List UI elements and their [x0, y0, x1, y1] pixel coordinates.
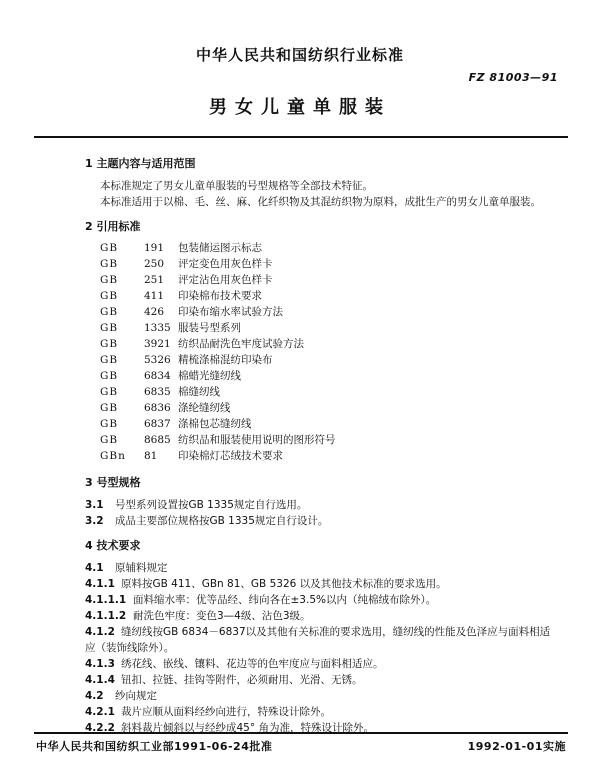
clause: 4.1.3 绣花线、嵌线、镶料、花边等的色牢度应与面料相适应。 [85, 658, 384, 670]
reference-item: GB 6836 涤纶缝纫线 [100, 402, 231, 414]
reference-item: GB 1335 服装号型系列 [100, 322, 241, 334]
clause: 4.2.2 斜料裁片倾斜以与经纱成45° 角为准，特殊设计除外。 [85, 722, 374, 734]
clause: 4.1.4 钮扣、拉链、挂钩等附件，必须耐用、光滑、无锈。 [85, 674, 363, 686]
clause: 3.1 号型系列设置按GB 1335规定自行选用。 [85, 499, 308, 511]
clause-continuation: 应（装饰线除外）。 [85, 642, 175, 654]
clause: 4.1.1.2 耐洗色牢度：变色3—4级、沾色3级。 [85, 610, 311, 622]
reference-item: GB 6834 棉蜡光缝纫线 [100, 370, 241, 382]
clause: 4.2 纱向规定 [85, 690, 157, 702]
document-title: 男女儿童单服装 [209, 97, 391, 118]
clause: 4.2.1 裁片应顺从面料经纱向进行，特殊设计除外。 [85, 706, 331, 718]
reference-item: GB 250 评定变色用灰色样卡 [100, 258, 273, 270]
reference-item: GB 3921 纺织品耐洗色牢度试验方法 [100, 338, 304, 350]
section-4-heading: 4 技术要求 [85, 539, 141, 552]
clause: 4.1.2 缝纫线按GB 6834－6837以及其他有关标准的要求选用，缝纫线的性能及色泽应与面料相适 [85, 626, 551, 638]
effective-date: 1992-01-01实施 [467, 740, 566, 753]
reference-item: GB 5326 精梳涤棉混纺印染布 [100, 354, 273, 366]
section-2-heading: 2 引用标准 [85, 220, 141, 233]
section-1-paragraph: 本标准规定了男女儿童单服装的号型规格等全部技术特征。 [100, 180, 373, 192]
standard-category: 中华人民共和国纺织行业标准 [195, 46, 404, 64]
reference-item: GB 6835 棉缝纫线 [100, 386, 220, 398]
reference-item: GB 411 印染棉布技术要求 [100, 290, 262, 302]
clause: 3.2 成品主要部位规格按GB 1335规定自行设计。 [85, 515, 329, 527]
clause: 4.1.1.1 面料缩水率：优等品经、纬向各在±3.5%以内（纯棉绒布除外）。 [85, 594, 437, 606]
approval-note: 中华人民共和国纺织工业部1991-06-24批准 [36, 740, 273, 753]
section-1-heading: 1 主题内容与适用范围 [85, 157, 196, 170]
reference-item: GB 6837 涤棉包芯缝纫线 [100, 418, 252, 430]
reference-item: GB 426 印染布缩水率试验方法 [100, 306, 283, 318]
reference-item: GB 251 评定沾色用灰色样卡 [100, 274, 273, 286]
section-3-heading: 3 号型规格 [85, 476, 141, 489]
bottom-rule [34, 732, 568, 734]
reference-item: GBn 81 印染棉灯芯绒技术要求 [100, 450, 283, 462]
clause: 4.1 原辅料规定 [85, 562, 168, 574]
section-1-paragraph: 本标准适用于以棉、毛、丝、麻、化纤织物及其混纺织物为原料，成批生产的男女儿童单服装。 [100, 196, 541, 208]
reference-item: GB 191 包装储运图示标志 [100, 242, 262, 254]
reference-item: GB 8685 纺织品和服装使用说明的图形符号 [100, 434, 336, 446]
clause: 4.1.1 原料按GB 411、GBn 81、GB 5326 以及其他技术标准的要求选用。 [85, 578, 447, 590]
top-rule [34, 136, 568, 138]
standard-code: FZ 81003—91 [468, 71, 558, 84]
